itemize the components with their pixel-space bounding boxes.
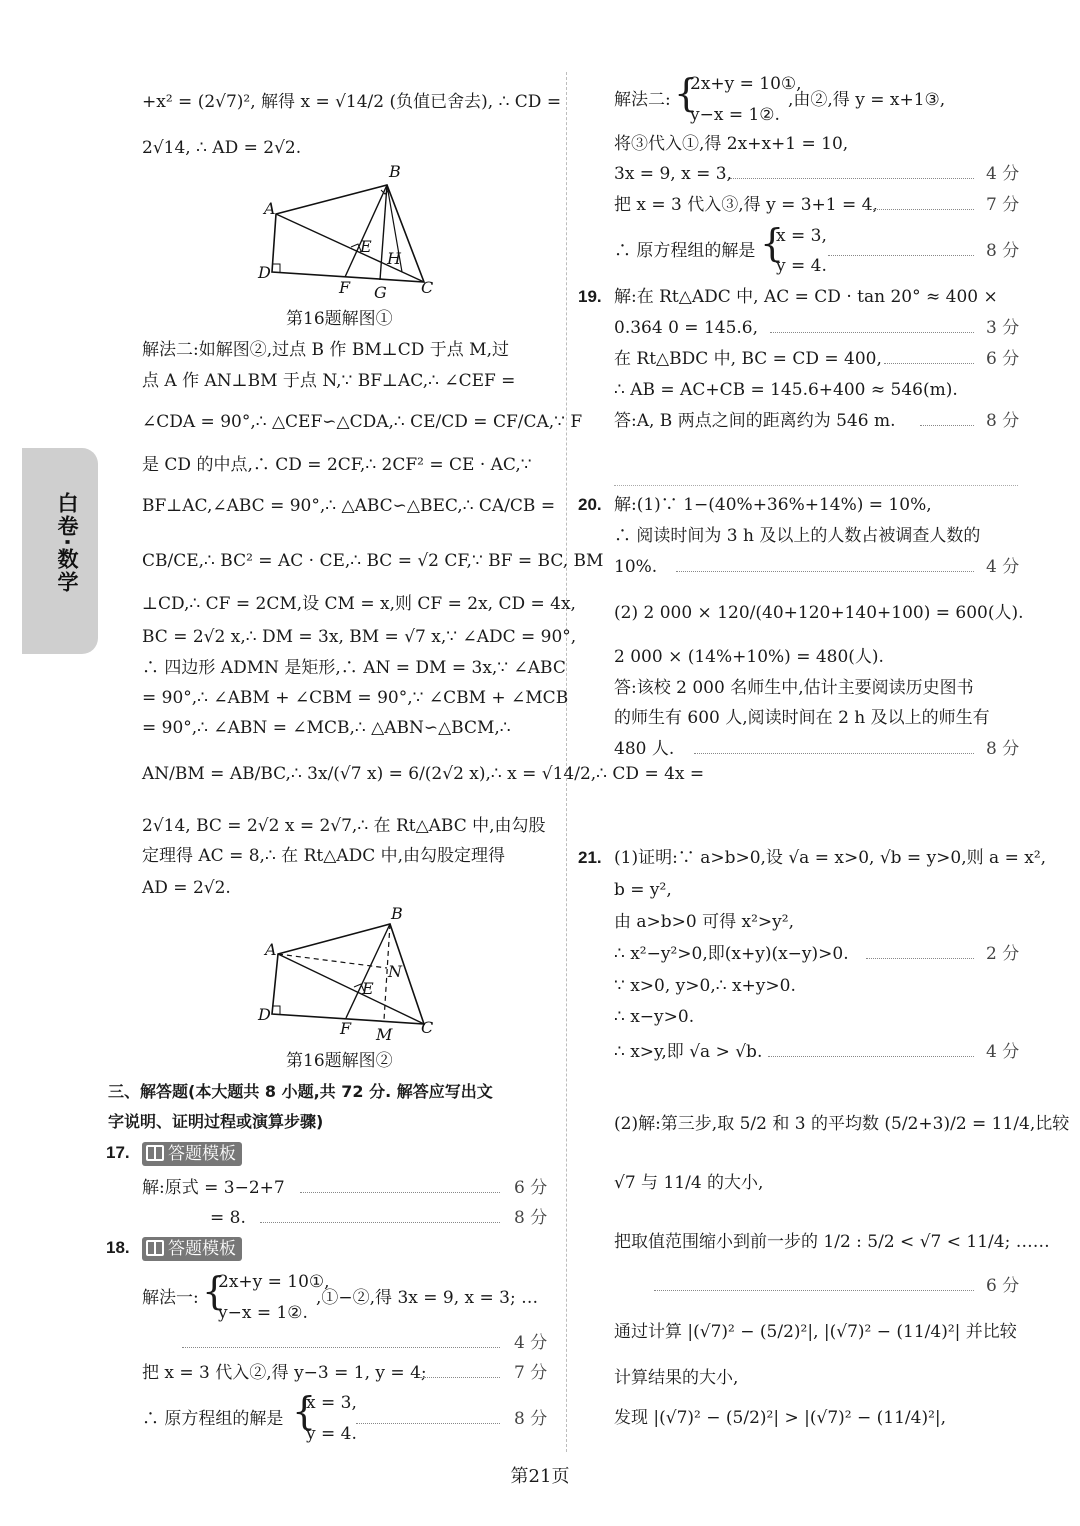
- question-number: 19.: [578, 287, 602, 306]
- dot-leader: [730, 178, 974, 179]
- dot-leader: [920, 425, 974, 426]
- dot-leader: [866, 958, 974, 959]
- equation: y = 4.: [306, 1424, 357, 1444]
- text-line: √7 与 11/4 的大小,: [614, 1173, 764, 1193]
- text-line: 480 人.: [614, 739, 675, 759]
- score: 8 分: [514, 1208, 548, 1228]
- figure-16-1: [250, 160, 450, 300]
- text-line: 答:A, B 两点之间的距离约为 546 m.: [614, 411, 896, 431]
- dot-leader: [866, 209, 974, 210]
- text-line: 解法一:: [142, 1288, 199, 1308]
- equation: x = 3,: [776, 226, 827, 246]
- text-line: AD = 2√2.: [142, 878, 231, 898]
- text-line: (2)解:第三步,取 5/2 和 3 的平均数 (5/2+3)/2 = 11/4,比较: [614, 1114, 1070, 1134]
- text-line: ∴ 原方程组的解是: [614, 241, 756, 261]
- text-line: ∴ x−y>0.: [614, 1007, 695, 1027]
- text-line: 在 Rt△BDC 中, BC = CD = 400,: [614, 349, 882, 369]
- text-line: CB/CE,∴ BC² = AC · CE,∴ BC = √2 CF,∵ BF = BC, BM: [142, 551, 604, 571]
- text-line: 0.364 0 = 145.6,: [614, 318, 759, 338]
- text-line: 是 CD 的中点,∴ CD = 2CF,∴ 2CF² = CE · AC,∵: [142, 455, 532, 475]
- system-brace: {: [292, 1389, 317, 1433]
- text-line: = 90°,∴ ∠ABM + ∠CBM = 90°,∵ ∠CBM + ∠MCB: [142, 688, 569, 708]
- score: 4 分: [986, 164, 1020, 184]
- equation: 2x+y = 10①,: [690, 74, 802, 94]
- template-badge: 答题模板: [142, 1237, 242, 1261]
- score: 4 分: [986, 1042, 1020, 1062]
- text-line: 解:在 Rt△ADC 中, AC = CD · tan 20° ≈ 400 ×: [614, 287, 998, 307]
- point-label: M: [376, 1025, 393, 1044]
- dot-leader: [694, 753, 974, 754]
- text-line: b = y²,: [614, 880, 672, 900]
- point-label: B: [389, 162, 401, 181]
- equation: y−x = 1②.: [218, 1303, 308, 1323]
- score: 4 分: [986, 557, 1020, 577]
- dot-leader: [676, 571, 974, 572]
- score: 8 分: [986, 241, 1020, 261]
- text-line: 的师生有 600 人,阅读时间在 2 h 及以上的师生有: [614, 708, 990, 728]
- text-line: 把 x = 3 代入②,得 y−3 = 1, y = 4;: [142, 1363, 427, 1383]
- book-icon: [146, 1145, 164, 1161]
- text-line: ∴ x>y,即 √a > √b.: [614, 1042, 763, 1062]
- score: 8 分: [514, 1409, 548, 1429]
- column-divider: [566, 72, 567, 1452]
- text-line: ∴ 阅读时间为 3 h 及以上的人数占被调查人数的: [614, 526, 981, 546]
- text-line: (1)证明:∵ a>b>0,设 √a = x>0, √b = y>0,则 a = x²,: [614, 848, 1047, 868]
- section-heading: 字说明、证明过程或演算步骤): [108, 1112, 324, 1131]
- template-badge: 答题模板: [142, 1142, 242, 1166]
- score: 8 分: [986, 739, 1020, 759]
- text-line: 通过计算 |(√7)² − (5/2)²|, |(√7)² − (11/4)²| 并比较: [614, 1322, 1017, 1342]
- text-line: (2) 2 000 × 120/(40+120+140+100) = 600(人).: [614, 603, 1024, 623]
- system-brace: {: [202, 1269, 227, 1313]
- text-line: 解法二:如解图②,过点 B 作 BM⊥CD 于点 M,过: [142, 340, 509, 360]
- text-line: 2√14, ∴ AD = 2√2.: [142, 138, 302, 158]
- text-line: 2 000 × (14%+10%) = 480(人).: [614, 647, 884, 667]
- text-line: 把取值范围缩小到前一步的 1/2 : 5/2 < √7 < 11/4; ……: [614, 1232, 1050, 1252]
- text-line: 解:原式 = 3−2+7: [142, 1178, 285, 1198]
- text-line: ∴ 四边形 ADMN 是矩形,∴ AN = DM = 3x,∵ ∠ABC: [142, 658, 566, 678]
- dot-leader: [828, 255, 974, 256]
- point-label: H: [387, 249, 401, 268]
- text-line: ∠CDA = 90°,∴ △CEF∽△CDA,∴ CE/CD = CF/CA,∵ F: [142, 412, 583, 432]
- text-line: = 8.: [210, 1208, 246, 1228]
- point-label: F: [340, 1019, 352, 1038]
- score: 8 分: [986, 411, 1020, 431]
- text-line: 解:(1)∵ 1−(40%+36%+14%) = 10%,: [614, 495, 932, 515]
- figure-16-2: [250, 900, 450, 1044]
- text-line: ∵ x>0, y>0,∴ x+y>0.: [614, 976, 796, 996]
- point-label: E: [362, 979, 374, 998]
- equation: 2x+y = 10①,: [218, 1272, 330, 1292]
- figure-caption: 第16题解图②: [286, 1051, 393, 1071]
- point-label: C: [421, 1018, 434, 1037]
- text-line: ∴ x²−y²>0,即(x+y)(x−y)>0.: [614, 944, 849, 964]
- side-tab-label: 白卷·数学: [55, 492, 79, 594]
- text-line: BF⊥AC,∠ABC = 90°,∴ △ABC∽△BEC,∴ CA/CB =: [142, 496, 556, 516]
- text-line: 答:该校 2 000 名师生中,估计主要阅读历史图书: [614, 678, 974, 698]
- equation: y−x = 1②.: [690, 105, 780, 125]
- dot-leader: [356, 1423, 500, 1424]
- score: 4 分: [514, 1333, 548, 1353]
- text-line: 点 A 作 AN⊥BM 于点 N,∵ BF⊥AC,∴ ∠CEF =: [142, 371, 516, 391]
- text-line: 将③代入①,得 2x+x+1 = 10,: [614, 134, 849, 154]
- point-label: F: [339, 278, 351, 297]
- dot-leader: [260, 1222, 500, 1223]
- dot-leader: [768, 1056, 974, 1057]
- score: 6 分: [986, 1276, 1020, 1296]
- figure-caption: 第16题解图①: [286, 309, 393, 329]
- point-label: A: [265, 940, 277, 959]
- text-line: = 90°,∴ ∠ABN = ∠MCB,∴ △ABN∽△BCM,∴: [142, 718, 511, 738]
- dot-leader: [884, 363, 974, 364]
- text-line: ⊥CD,∴ CF = 2CM,设 CM = x,则 CF = 2x, CD = 4x,: [142, 594, 576, 614]
- point-label: D: [258, 263, 271, 282]
- dot-leader: [300, 1192, 500, 1193]
- equation: y = 4.: [776, 256, 827, 276]
- text-line: 把 x = 3 代入③,得 y = 3+1 = 4,: [614, 195, 878, 215]
- page-number: 第21页: [510, 1466, 570, 1487]
- text-line: ∴ AB = AC+CB = 145.6+400 ≈ 546(m).: [614, 380, 958, 400]
- text-line: 3x = 9, x = 3,: [614, 164, 732, 184]
- dot-leader: [420, 1377, 500, 1378]
- text-line: BC = 2√2 x,∴ DM = 3x, BM = √7 x,∵ ∠ADC = 90°,: [142, 627, 577, 647]
- dot-leader: [770, 332, 974, 333]
- text-line: AN/BM = AB/BC,∴ 3x/(√7 x) = 6/(2√2 x),∴ x = √14/2,∴ CD = 4x =: [142, 764, 705, 784]
- point-label: G: [374, 283, 387, 300]
- text-line: 发现 |(√7)² − (5/2)²| > |(√7)² − (11/4)²|,: [614, 1408, 947, 1428]
- text-line: 2√14, BC = 2√2 x = 2√7,∴ 在 Rt△ABC 中,由勾股: [142, 816, 546, 836]
- question-number: 18.: [106, 1238, 130, 1257]
- score: 6 分: [514, 1178, 548, 1198]
- question-number: 17.: [106, 1143, 130, 1162]
- score: 7 分: [514, 1363, 548, 1383]
- score: 3 分: [986, 318, 1020, 338]
- point-label: B: [391, 904, 403, 923]
- text-line: 解法二:: [614, 90, 671, 110]
- question-number: 20.: [578, 495, 602, 514]
- score: 6 分: [986, 349, 1020, 369]
- score: 2 分: [986, 944, 1020, 964]
- dot-leader: [654, 1290, 974, 1291]
- text-line: 由 a>b>0 可得 x²>y²,: [614, 912, 795, 932]
- equation: x = 3,: [306, 1393, 357, 1413]
- score: 7 分: [986, 195, 1020, 215]
- text-line: 计算结果的大小,: [614, 1368, 739, 1388]
- system-brace: {: [760, 221, 785, 265]
- book-icon: [146, 1240, 164, 1256]
- dot-leader: [182, 1347, 500, 1348]
- text-line: 10%.: [614, 557, 658, 577]
- section-separator: [614, 485, 1018, 486]
- point-label: D: [258, 1005, 271, 1024]
- text-line: ,①−②,得 3x = 9, x = 3; …: [316, 1288, 539, 1308]
- text-line: ∴ 原方程组的解是: [142, 1409, 284, 1429]
- text-line: 定理得 AC = 8,∴ 在 Rt△ADC 中,由勾股定理得: [142, 846, 506, 866]
- point-label: N: [388, 962, 402, 981]
- point-label: C: [421, 278, 434, 297]
- text-line: ,由②,得 y = x+1③,: [788, 90, 946, 110]
- point-label: E: [360, 237, 372, 256]
- system-brace: {: [674, 71, 699, 115]
- point-label: A: [264, 199, 276, 218]
- question-number: 21.: [578, 848, 602, 867]
- text-line: +x² = (2√7)², 解得 x = √14/2 (负值已舍去), ∴ CD =: [142, 92, 562, 112]
- section-heading: 三、解答题(本大题共 8 小题,共 72 分. 解答应写出文: [108, 1082, 493, 1101]
